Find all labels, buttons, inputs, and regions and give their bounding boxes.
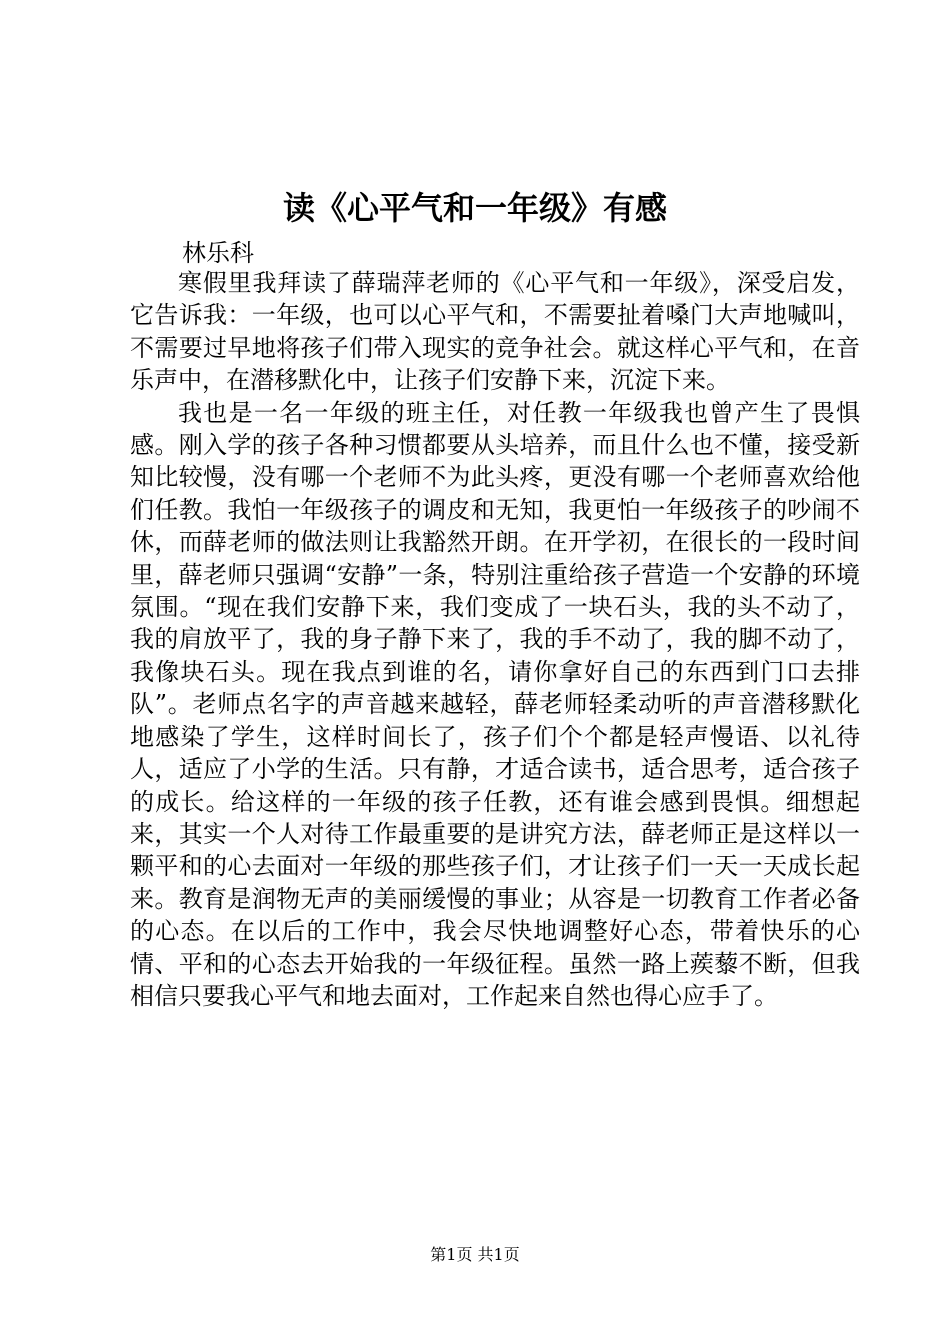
document-body [130,267,860,1012]
body-paragraph: 我也是一名一年级的班主任，对任教一年级我也曾产生了畏惧感。刚入学的孩子各种习惯都要从头培养，而且什么也不懂，接受新知比较慢，没有哪一个老师不为此头疼，更没有哪一个老师喜欢给他们任教。我怕一年级孩子的调皮和无知，我更怕一年级孩子的吵闹不休，而薛老师的做法则让我豁然开朗。在开学初，在很长的一段时间里，薛老师只强调“安静”一条，特别注重给孩子营造一个安静的环境氛围。“现在我们安静下来，我们变成了一块石头，我的头不动了，我的肩放平了，我的身子静下来了，我的手不动了，我的脚不动了，我像块石头。现在我点到谁的名，请你拿好自己的东西到门口去排队”。老师点名字的声音越来越轻，薛老师轻柔动听的声音潜移默化地感染了学生，这样时间长了，孩子们个个都是轻声慢语、以礼待人，适应了小学的生活。只有静，才适合读书，适合思考，适合孩子的成长。给这样的一年级的孩子任教，还有谁会感到畏惧。细想起来，其实一个人对待工作最重要的是讲究方法，薛老师正是这样以一颗平和的心去面对一年级的那些孩子们，才让孩子们一天一天成长起来。教育是润物无声的美丽缓慢的事业；从容是一切教育工作者必备的心态。在以后的工作中，我会尽快地调整好心态，带着快乐的心情、平和的心态去开始我的一年级征程。虽然一路上蒺藜不断，但我相信只要我心平气和地去面对，工作起来自然也得心应手了。 [130,398,860,1010]
document-title: 读《心平气和一年级》有感 [282,189,667,227]
body-paragraph: 寒假里我拜读了薛瑞萍老师的《心平气和一年级》，深受启发，它告诉我：一年级，也可以心平气和，不需要扯着嗓门大声地喊叫，不需要过早地将孩子们带入现实的竞争社会。就这样心平气和，在音乐声中，在潜移默化中，让孩子们安静下来，沉淀下来。 [130,269,860,395]
page-footer: 第1页 共1页 [430,1245,520,1264]
author-name: 林乐科 [182,239,254,267]
